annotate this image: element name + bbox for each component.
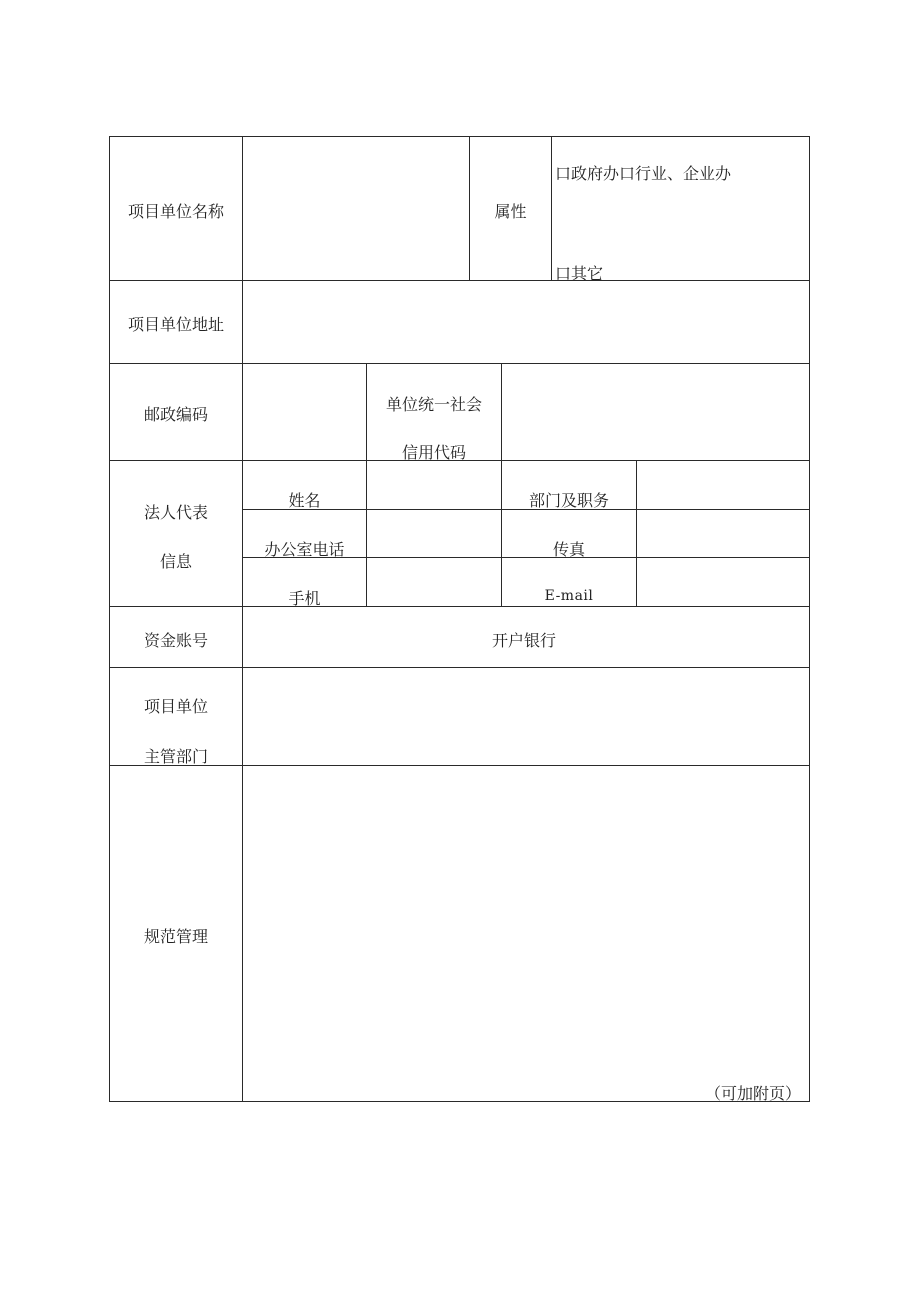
address-input-cell[interactable] (242, 280, 810, 364)
supervisor-label-cell (109, 667, 243, 766)
management-label: 规范管理 (143, 927, 208, 946)
mobile-label-cell (242, 557, 367, 607)
legal-rep-label-line1: 法人代表 (143, 503, 208, 522)
dept-position-label: 部门及职务 (528, 491, 609, 510)
name-label-cell (242, 460, 367, 510)
fax-input-cell[interactable] (636, 509, 810, 558)
office-phone-input-cell[interactable] (366, 509, 502, 558)
postcode-label-cell (109, 363, 243, 461)
email-label-cell (501, 557, 637, 607)
supervisor-input-cell[interactable] (242, 667, 810, 766)
account-bank-cell[interactable] (242, 606, 810, 668)
attribute-options-cell (551, 136, 810, 281)
supervisor-label-line1: 项目单位 (143, 697, 208, 716)
credit-code-label-line1: 单位统一社会 (385, 395, 482, 414)
email-label: E-mail (544, 588, 594, 604)
mobile-label: 手机 (288, 589, 321, 608)
mobile-input-cell[interactable] (366, 557, 502, 607)
attribute-option-government-industry[interactable]: 口政府办口行业、企业办 (555, 164, 732, 183)
attribute-option-other[interactable]: 口其它 (555, 264, 604, 283)
unit-name-label: 项目单位名称 (127, 202, 224, 221)
attribute-label: 属性 (494, 202, 527, 221)
supervisor-label-line2: 主管部门 (143, 747, 208, 766)
office-phone-label: 办公室电话 (264, 540, 345, 559)
credit-code-label-line2: 信用代码 (401, 443, 466, 462)
dept-position-label-cell (501, 460, 637, 510)
attach-note: （可加附页） (704, 1084, 801, 1103)
legal-rep-label-cell (109, 460, 243, 607)
unit-name-input-cell[interactable] (242, 136, 470, 281)
address-label: 项目单位地址 (127, 315, 224, 334)
account-label: 资金账号 (143, 631, 208, 650)
email-input-cell[interactable] (636, 557, 810, 607)
dept-position-input-cell[interactable] (636, 460, 810, 510)
fax-label-cell (501, 509, 637, 558)
name-label: 姓名 (288, 491, 321, 510)
account-label-cell (109, 606, 243, 668)
postcode-label: 邮政编码 (143, 405, 208, 424)
postcode-input-cell[interactable] (242, 363, 367, 461)
bank-label: 开户银行 (492, 631, 557, 650)
fax-label: 传真 (552, 540, 585, 559)
legal-rep-label-line2: 信息 (159, 552, 192, 571)
credit-code-label-cell (366, 363, 502, 461)
name-input-cell[interactable] (366, 460, 502, 510)
credit-code-input-cell[interactable] (501, 363, 810, 461)
office-phone-label-cell (242, 509, 367, 558)
management-input-cell[interactable] (242, 765, 810, 1102)
address-label-cell (109, 280, 243, 364)
attribute-label-cell (469, 136, 552, 281)
management-label-cell (109, 765, 243, 1102)
unit-name-label-cell (109, 136, 243, 281)
